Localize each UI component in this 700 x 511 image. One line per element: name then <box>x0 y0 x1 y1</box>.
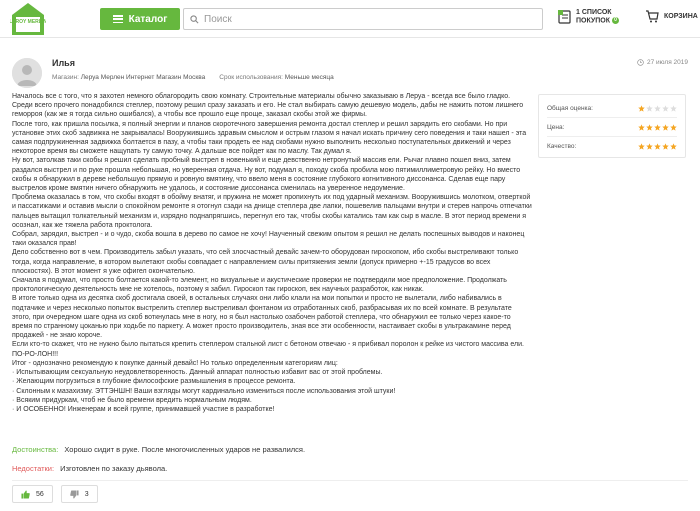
search-input[interactable] <box>204 14 524 25</box>
star-filled-icon <box>646 143 653 150</box>
like-count: 56 <box>36 490 44 498</box>
star-filled-icon <box>638 105 645 112</box>
star-filled-icon <box>670 124 677 131</box>
cart-icon <box>645 10 659 23</box>
avatar <box>12 58 42 88</box>
rating-overall-stars <box>638 105 677 112</box>
shopping-list-button[interactable] <box>558 9 626 25</box>
rating-quality-label: Качество: <box>547 142 577 150</box>
rating-price-label: Цена: <box>547 123 565 131</box>
thumbs-up-icon <box>21 490 30 499</box>
shop-label: Магазин: <box>52 74 79 81</box>
menu-icon <box>113 15 123 23</box>
vote-buttons <box>12 485 98 503</box>
star-empty-icon <box>654 105 661 112</box>
review-pros <box>12 445 305 454</box>
shop-value: Леруа Мерлен Интернет Магазин Москва <box>80 74 206 81</box>
dislike-button[interactable] <box>61 485 98 503</box>
review-date-text: 27 июля 2019 <box>647 59 688 66</box>
usage-value: Меньше месяца <box>284 74 334 81</box>
rating-quality <box>547 139 677 153</box>
star-filled-icon <box>662 124 669 131</box>
cons-value: Изготовлен по заказу дьявола. <box>60 464 168 473</box>
star-filled-icon <box>646 124 653 131</box>
rating-overall-label: Общая оценка: <box>547 104 593 112</box>
search-icon <box>190 15 199 24</box>
star-filled-icon <box>670 143 677 150</box>
dislike-count: 3 <box>84 490 89 498</box>
star-filled-icon <box>638 124 645 131</box>
star-filled-icon <box>654 124 661 131</box>
cart-label: КОРЗИНА <box>664 13 698 20</box>
ratings-box <box>538 94 686 158</box>
rating-overall <box>547 101 677 115</box>
user-avatar-icon <box>12 58 42 88</box>
star-empty-icon <box>670 105 677 112</box>
shopping-list-count-text: 1 <box>576 9 580 16</box>
catalog-button[interactable] <box>100 8 180 30</box>
star-empty-icon <box>646 105 653 112</box>
cons-label: Недостатки: <box>12 464 55 473</box>
rating-price-stars <box>638 124 677 131</box>
logo-text-top: LEROY MERLIN <box>10 19 46 25</box>
clock-icon <box>637 59 644 66</box>
rating-price <box>547 120 677 134</box>
like-button[interactable] <box>12 485 53 503</box>
review-author: Илья <box>52 58 75 68</box>
usage-label: Срок использования: <box>219 74 283 81</box>
shopping-list-icon <box>558 10 572 24</box>
pros-value: Хорошо сидит в руке. После многочисленных ударов не развалился. <box>64 445 306 454</box>
review-meta <box>52 74 334 81</box>
search-box[interactable] <box>183 8 543 30</box>
star-filled-icon <box>654 143 661 150</box>
site-header <box>0 0 700 38</box>
review-cons <box>12 464 167 473</box>
star-filled-icon <box>638 143 645 150</box>
shopping-list-label: 1 СПИСОК ПОКУПОК 0 <box>576 9 626 25</box>
cart-button[interactable] <box>645 10 698 23</box>
shopping-list-count: 0 <box>612 17 619 24</box>
divider <box>12 480 688 481</box>
leroy-merlin-logo[interactable] <box>10 1 46 37</box>
pros-label: Достоинства: <box>12 445 59 454</box>
star-empty-icon <box>662 105 669 112</box>
star-filled-icon <box>662 143 669 150</box>
review-date <box>637 59 688 66</box>
rating-quality-stars <box>638 143 677 150</box>
thumbs-down-icon <box>70 490 79 499</box>
review-body: Началось все с того, что я захотел немного облагородить свою комнату. Строительные материалы обычно заказываю в Леруа - всегда все было гладко. Среди всего прочего понадобился степлер, поэтому решил сразу заказать и его. Не стал выбирать самую дешевую модель, дабы не нажить потом лишнего геморроя (как же я тогда сильно ошибался), а чтобы все прошло еще проще, заказал скобы этой же фирмы. После того, как пришла посылка, я полный энергии и планов скоротечного завершения ремонта достал степлер и решил зарядить его скобами. Но при установке этих скоб задвижка не закрывалась! Вооружившись здравым смыслом и острым глазом я начал искать причину сего поведения и таки нашел - эта самая подпружиненная задвижка болтается в пазу, а чтобы таки продеть ее над скобами нужно выполнить несколько поступательных движений и через некоторое время вы сможете нащупать ту самую точку. А дальше все пойдет как по маслу. Так думал я. Ну вот, затолкав таки скобы я решил сделать пробный выстрел в новенький и еще девственно нетронутый массив ели. Рычаг плавно пошел вниз, затем раздался выстрел и по руке прошла небольшая, но уверенная отдача. Ну вот, подумал я, походу скоба пробила мою пятимиллиметровую рейку. Но вместо скобы я обнаружил в дереве небольшую прямую и ровную вмятину, что ввело меня в состояние глубокого когнитивного диссонанса. Сделав еще пару выстрелов кроме вмятин ничего обнаружить не удалось, и состояние диссонанса сменилась на уверенное недоумение. Проблема оказалась в том, что скобы входят в обойму внатяг, и пружина не может пропихнуть их под ударный механизм. Вооружившись молотком, отверткой и пассатижами и оставив мысли о спокойном ремонте я отогнул сзади на днище степлера две лапки, пошевелив пальцами внутри и стерев напрочь отпечатки пальцев вытащил толкательный механизм и, изрядно поднапрягшись, перегнул его так, чтобы скобы катались там как сыр в масле. В этот период времени я осознал, как же тяжела работа проктолога. Собрал, зарядил, выстрел - и о чудо, скоба вошла в дерево по самое не хочу! Наученный свежим опытом я решил не делать поспешных выводов и наконец таки оказался прав! Дело собственно вот в чем. Производитель забыл указать, что сей злосчастный девайс зачем-то оборудован гироскопом, ибо скобы выстреливают только тогда, когда направление, в котором вылетают скобы совпадает с направлением силы притяжения земли (допуск примерно +-15 градусов во всех плоскостях). В этот момент я уже офигел окончательно. Сначала я подумал, что просто болтается какой-то элемент, но визуальные и акустические проверки не подтвердили мое предположение. Продолжать проктологическую деятельность мне не хотелось, поэтому я забил. Гироскоп так гироскоп, век научных разработок, как никак. В итоге только одна из десятка скоб достигала своей, в остальных случаях они либо клали на мои попытки и просто не вылетали, либо набивались в подтачике и через несколько попыток выстрелить степлер выстреливал фонтаном из отработанных скоб, разбрасывая их по всей комнате. В результате этого, при очередном шаге одна из скоб воткнулась мне в ногу, но я был настолько озабочен работой степлера, что обнаружил ее только через какое-то время по странному цоканью при ходьбе по паркету. А может просто производитель, зная все эти особенности, настаивает скобы в ультракамине перед продажей - не знаю короче. Если кто-то скажет, что не нужно было пытаться крепить степлером стальной лист с бетоном отвечаю - я прибивал поролон к рейке из чистого массива ели. ПО-РО-ЛОН!!! Итог - однозначно рекомендую к покупке данный девайс! Но только определенным категориям лиц: · Испытывающим сексуальную неудовлетворенность. Данный аппарат полностью избавит вас от этой проблемы. · Желающим погрузиться в глубокие философские размышления в процессе ремонта. · Склонным к мазахизму. ЭТТЭНШН! Ваши взгляды могут кардинально измениться после использования этой штуки! · Всяким придуркам, чтоб не было времени вредить нормальным людям. · И ОСОБЕННО! Инженерам и всей группе, принимавшей участие в разработке! <box>12 93 532 413</box>
catalog-label: Каталог <box>128 13 168 25</box>
